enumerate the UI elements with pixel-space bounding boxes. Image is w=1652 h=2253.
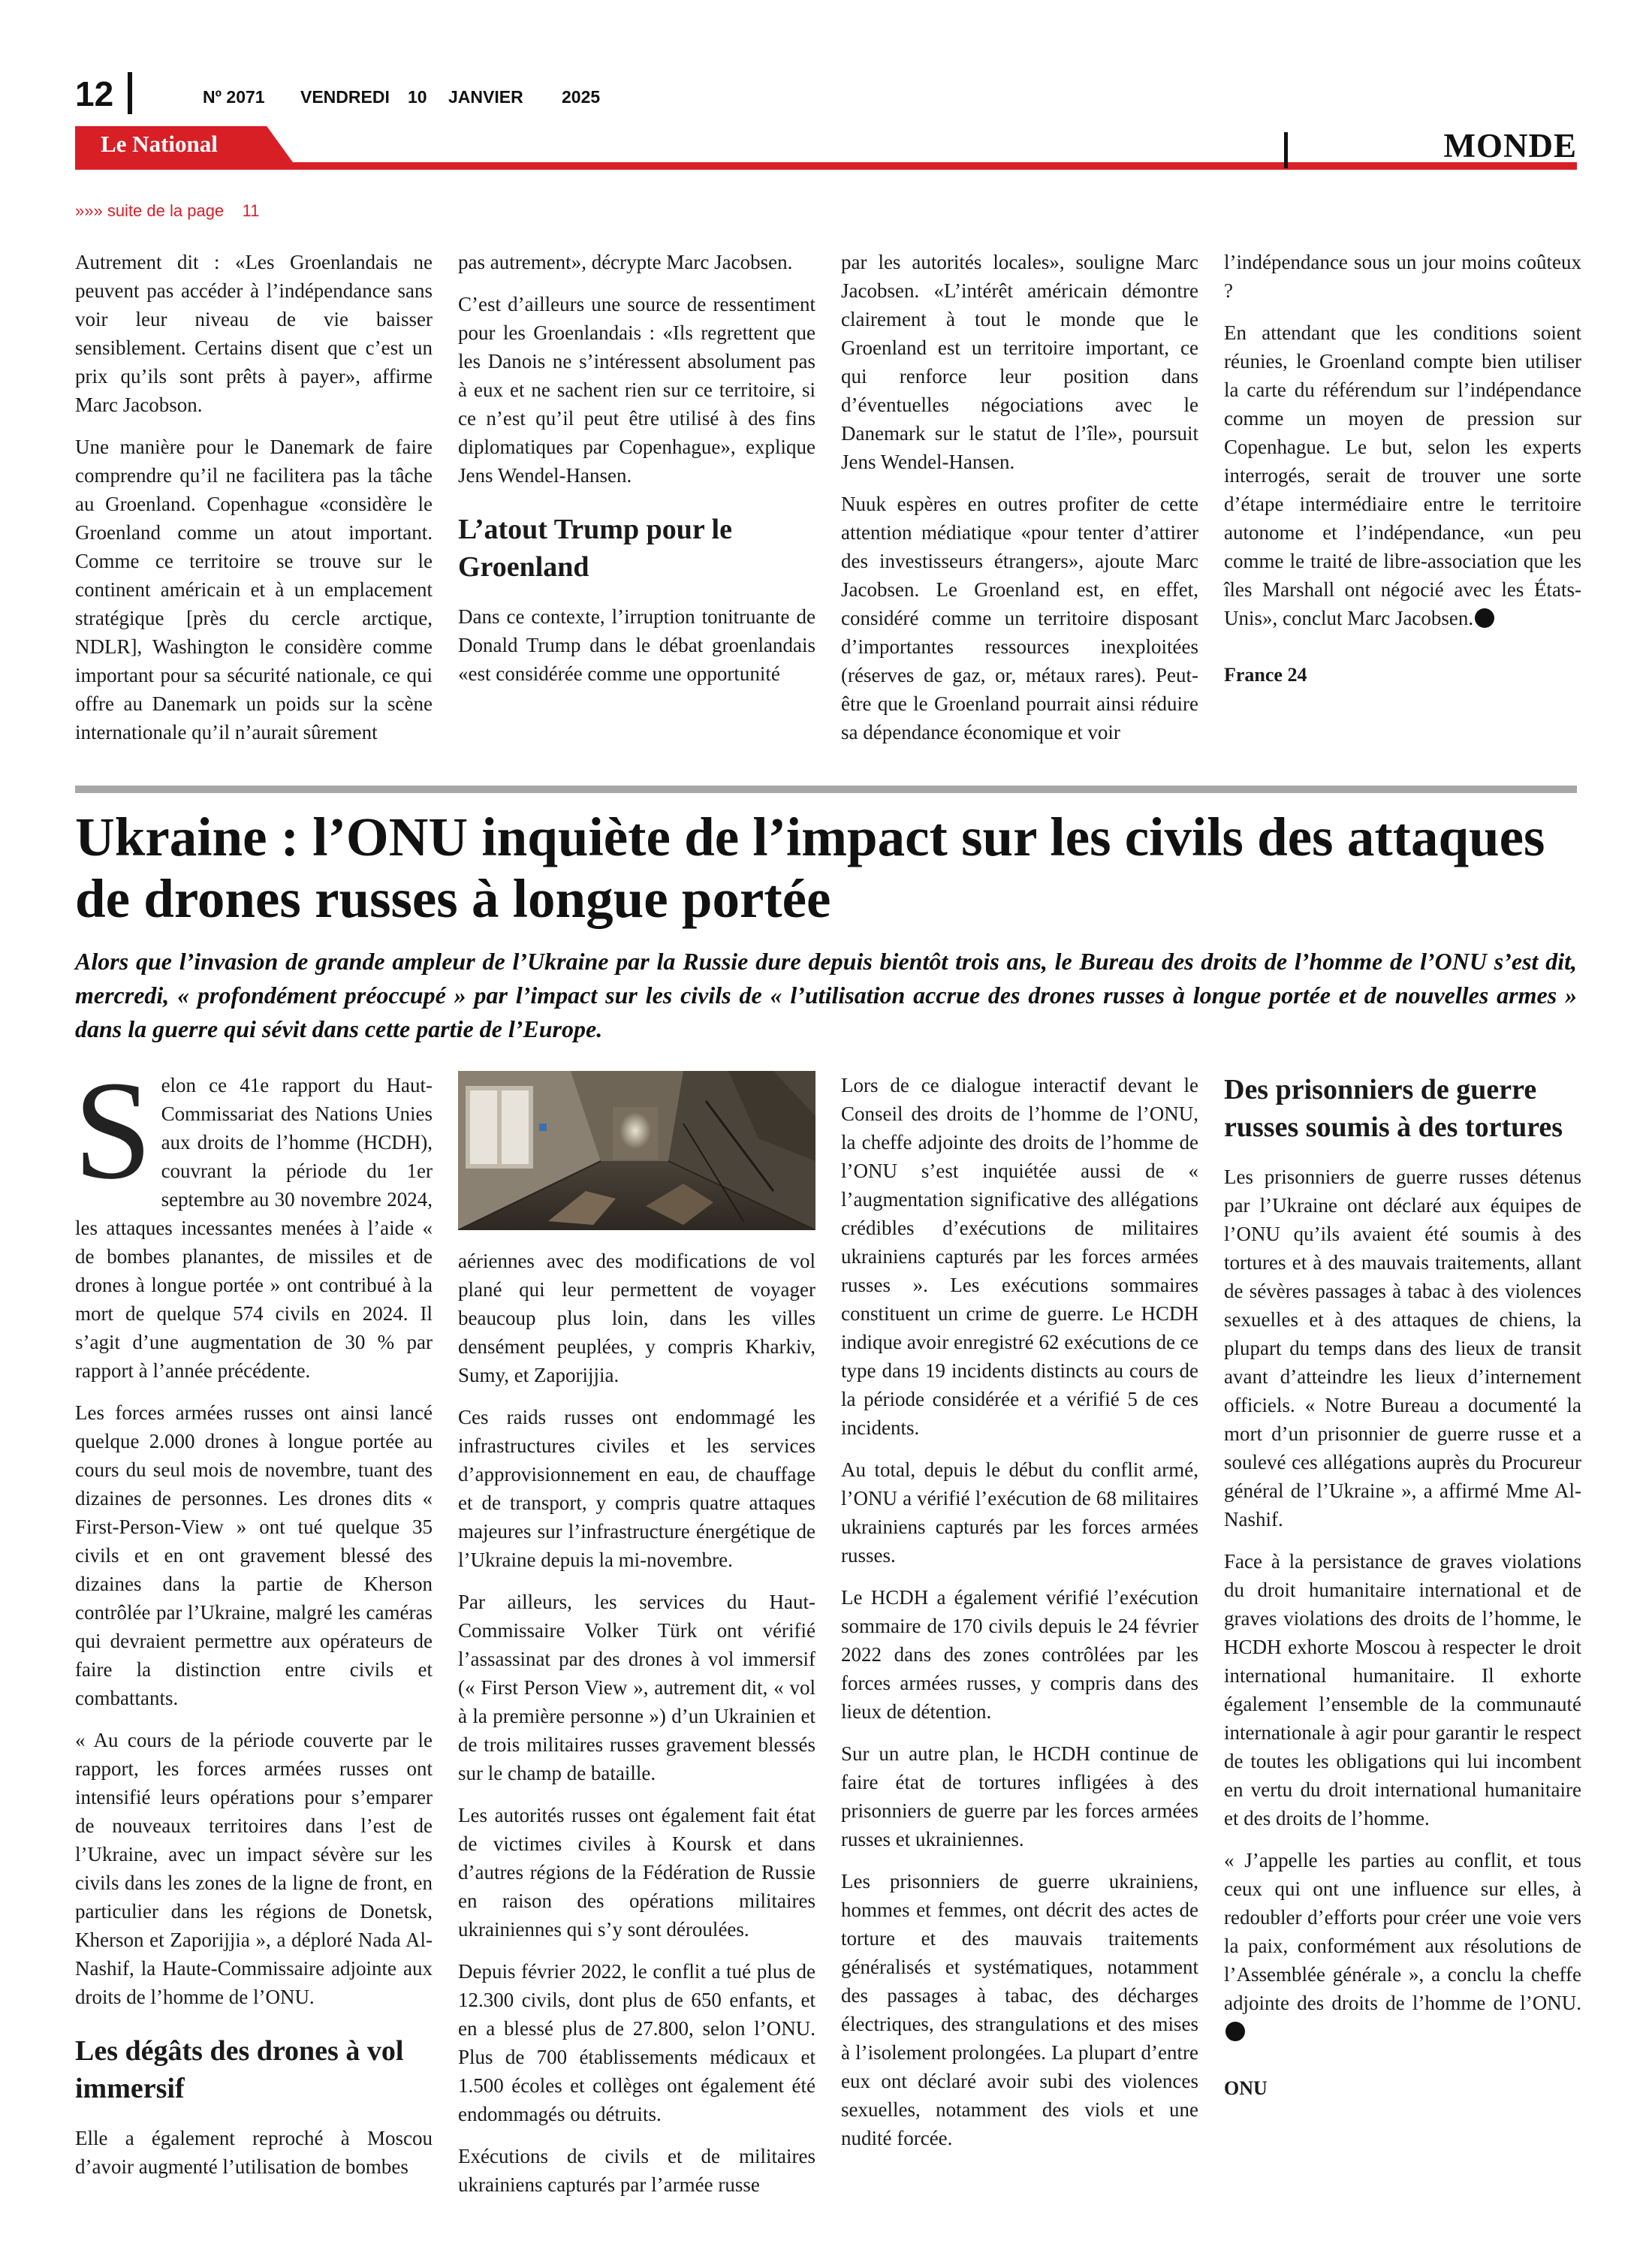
main-column-3 [841, 1071, 1198, 2166]
paragraph: Lors de ce dialogue interactif devant le Conseil des droits de l’homme de l’ONU, la cheffe adjointe des droits de l’homme de l’ONU s’est inquiétée aussi de « l’augmentation significative des allégations crédibles d’exécutions de militaires ukrainiens capturés par les forces armées russes ». Les exécutions sommaires constituent un crime de guerre. Le HCDH indique avoir enregistré 62 exécutions de ce type dans 19 incidents distincts au cours de la période considérée et a vérifié 5 de ces incidents. [841, 1074, 1198, 1439]
main-column-2 [458, 1071, 815, 2212]
paragraph-text: « J’appelle les parties au conflit, et tous ceux qui ont une influence sur elles, à redoubler d’efforts pour créer une voie vers la paix, conformément aux résolutions de l’Assemblée générale », a conclu la cheffe adjointe des droits de l’homme de l’ONU. [1224, 1849, 1581, 2014]
issue-year: 2025 [562, 87, 601, 107]
article-credit: France 24 [1224, 664, 1307, 686]
lede: Alors que l’invasion de grande ampleur de l’Ukraine par la Russie dure depuis bientôt trois ans, le Bureau des droits de l’homme de l’ONU s’est dit, mercredi, « profondément préoccupé » par l’impact sur les civils de « l’utilisation accrue des drones russes à longue portée et de nouvelles armes » dans la guerre qui sévit dans cette partie de l’Europe. [75, 948, 1577, 1042]
issue-day: VENDREDI [300, 87, 390, 107]
paragraph: l’indépendance sous un jour moins coûteux ? [1224, 251, 1581, 302]
main-column-1 [74, 1051, 433, 2194]
paragraph: Face à la persistance de graves violations du droit humanitaire international et de graves violations des droits de l’homme, le HCDH exhorte Moscou à respecter le droit international humanitaire. Il exhorte également l’ensemble de la communauté internationale à agir pour garantir le respect de toutes les obligations qui lui incombent en vertu du droit international humanitaire et des droits de l’homme. [1224, 1550, 1581, 1829]
issue-number: Nº 2071 [203, 87, 265, 107]
paragraph: Sur un autre plan, le HCDH continue de faire état de tortures infligées à des prisonniers de guerre par les forces armées russes et ukrainiennes. [841, 1742, 1198, 1850]
paragraph: Exécutions de civils et de militaires ukrainiens capturés par l’armée russe [458, 2145, 815, 2196]
brand-rule [75, 162, 1577, 170]
paragraph: C’est d’ailleurs une source de ressentiment pour les Groenlandais : «Ils regrettent que les Danois ne s’intéressent absolument pas à eux et ne sachent rien sur ce territoire, si ce n’est qu’il peut être utilisé à des fins diplomatiques par Copenhague», explique Jens Wendel-Hansen. [458, 293, 815, 487]
issue-date-number: 10 [408, 87, 427, 107]
paragraph: par les autorités locales», souligne Marc Jacobsen. «L’intérêt américain démontre clairement à tout le monde que le Groenland est un territoire important, ce qui renforce leur position dans d’éventuelles négociations avec le Danemark sur le statut de l’île», poursuit Jens Wendel-Hansen. [841, 251, 1198, 473]
end-mark-icon [1475, 608, 1494, 628]
article-separator [75, 786, 1577, 793]
paragraph: Le HCDH a également vérifié l’exécution sommaire de 170 civils depuis le 24 février 2022 dans des zones contrôlées par les forces armées russes, y compris dans des lieux de détention. [841, 1586, 1198, 1723]
subheading: Des prisonniers de guerre russes soumis à des tortures [1224, 1074, 1563, 1143]
top-column-1 [75, 248, 433, 760]
subheading: Les dégâts des drones à vol immersif [75, 2035, 404, 2104]
top-column-2 [458, 248, 815, 701]
main-column-4 [1224, 1071, 1581, 2103]
paragraph [1224, 318, 1581, 632]
paragraph [1224, 1846, 1581, 2046]
headline: Ukraine : l’ONU inquiète de l’impact sur les civils des attaques de drones russes à longue portée [75, 807, 1545, 929]
paragraph: Une manière pour le Danemark de faire comprendre qu’il ne facilitera pas la tâche au Groenland. Copenhague «considère le Groenland comme un atout important. Comme ce territoire se trouve sur le continent américain et à un emplacement stratégique [près du cercle arctique, NDLR], Washington le considère comme important pour sa sécurité nationale, ce qui offre au Danemark un poids sur la scène internationale qu’il n’aurait sûrement [75, 436, 433, 743]
paragraph: Les prisonniers de guerre russes détenus par l’Ukraine ont déclaré aux équipes de l’ONU qu’ils avaient été soumis à des tortures et à des mauvais traitements, allant de sévères passages à tabac à des violences sexuelles et à des attaques de chiens, la plupart du temps dans des lieux de transit avant d’atteindre les lieux d’internement officiels. « Notre Bureau a documenté la mort d’un prisonnier de guerre russe et a soulevé ces allégations auprès du Procureur général de l’Ukraine », a affirmé Mme Al-Nashif. [1224, 1166, 1581, 1531]
paragraph-text: En attendant que les conditions soient réunies, le Groenland compte bien utiliser la carte du référendum sur l’indépendance comme un moyen de pression sur Copenhague. Le but, selon les experts interrogés, serait de trouver une sorte d’étape intermédiaire entre le territoire autonome et l’indépendance, «un peu comme le traité de libre-association que les îles Marshall ont négocié avec les États-Unis», conclut Marc Jacobsen. [1224, 321, 1581, 629]
section-title: MONDE [1443, 127, 1577, 164]
paragraph [74, 1051, 433, 1385]
top-column-4 [1224, 248, 1581, 689]
damaged-building-photo [458, 1071, 815, 1230]
paragraph: Ces raids russes ont endommagé les infrastructures civiles et les services d’approvisionnement en eau, de chauffage et de transport, y compris quatre attaques majeures sur l’infrastructure énergétique de l’Ukraine depuis la mi-novembre. [458, 1406, 815, 1571]
paragraph: Depuis février 2022, le conflit a tué plus de 12.300 civils, dont plus de 650 enfants, et en a blessé plus de 27.800, selon l’ONU. Plus de 700 établissements médicaux et 1.500 écoles et collèges ont également été endommagés ou détruits. [458, 1960, 815, 2125]
paragraph: Dans ce contexte, l’irruption tonitruante de Donald Trump dans le débat groenlandais «est considérée comme une opportunité [458, 605, 815, 685]
paragraph: Par ailleurs, les services du Haut-Commissaire Volker Türk ont vérifié l’assassinat par des drones à vol immersif (« First Person View », autrement dit, « vol à la première personne ») d’un Ukrainien et de trois militaires russes gravement blessés sur le champ de bataille. [458, 1591, 815, 1784]
header-divider [128, 72, 132, 114]
subheading: L’atout Trump pour le Groenland [458, 514, 732, 583]
paragraph: Les prisonniers de guerre ukrainiens, hommes et femmes, ont décrit des actes de torture et des mauvais traitements généralisés et systématiques, notamment des passages à tabac, des décharges électriques, des strangulations et des mises à l’isolement prolongées. La plupart d’entre eux ont déclaré avoir subi des violences sexuelles, notamment des viols et une nudité forcée. [841, 1870, 1198, 2149]
paragraph-text: elon ce 41e rapport du Haut-Commissariat des Nations Unies aux droits de l’homme (HCDH), couvrant la période du 1er septembre au 30 novembre 2024, les attaques incessantes menées à l’aide « de bombes planantes, de missiles et de drones à longue portée » ont contribué à la mort de quelque 574 civils en 2024. Il s’agit d’une augmentation de 30 % par rapport à l’année précédente. [75, 1074, 433, 1382]
paragraph: pas autrement», décrypte Marc Jacobsen. [458, 251, 793, 273]
issue-month: JANVIER [448, 87, 523, 107]
drop-cap: S [74, 1051, 152, 1208]
page-number: 12 [75, 74, 114, 113]
paragraph: Au total, depuis le début du conflit armé, l’ONU a vérifié l’exécution de 68 militaires ukrainiens capturés par les forces armées russes. [841, 1458, 1198, 1567]
paragraph: Les forces armées russes ont ainsi lancé quelque 2.000 drones à longue portée au cours du seul mois de novembre, tuant des dizaines de personnes. Les drones dits « First-Person-View » ont tué quelque 35 civils et en ont gravement blessé des dizaines dans la partie de Kherson contrôlée par l’Ukraine, malgré les caméras qui devraient permettre aux opérateurs de faire la distinction entre civils et combattants. [75, 1401, 433, 1709]
paragraph: Elle a également reproché à Moscou d’avoir augmenté l’utilisation de bombes [75, 2127, 433, 2178]
brand-band [75, 126, 1577, 174]
section-divider [1284, 132, 1288, 168]
paragraph: « Au cours de la période couverte par le rapport, les forces armées russes ont intensifié leurs opérations pour s’emparer de nouveaux territoires dans l’est de l’Ukraine, avec un impact sévère sur les civils dans les zones de la ligne de front, en particulier dans les régions de Donetsk, Kherson et Zaporijjia », a déploré Nada Al-Nashif, la Haute-Commissaire adjointe aux droits de l’homme de l’ONU. [75, 1729, 433, 2008]
paragraph: aériennes avec des modifications de vol plané qui leur permettent de voyager beaucoup plus loin, dans les villes densément peuplées, y compris Kharkiv, Sumy, et Zaporijjia. [458, 1250, 815, 1386]
article-credit: ONU [1224, 2077, 1268, 2099]
paragraph: Autrement dit : «Les Groenlandais ne peuvent pas accéder à l’indépendance sans voir leur niveau de vie baisser sensiblement. Certains disent que c’est un prix qu’ils sont prêts à payer», affirme Marc Jacobson. [75, 251, 433, 416]
end-mark-icon [1225, 2022, 1245, 2041]
brand-logo: Le National [101, 131, 218, 157]
continued-from: »»» suite de la page 11 [75, 201, 260, 220]
paragraph: Les autorités russes ont également fait état de victimes civiles à Koursk et dans d’autres régions de la Fédération de Russie en raison des opérations militaires ukrainiennes qui s’y sont déroulées. [458, 1804, 815, 1941]
top-column-3 [841, 248, 1198, 760]
paragraph: Nuuk espères en outres profiter de cette attention médiatique «pour tenter d’attirer des investisseurs étrangers», ajoute Marc Jacobsen. Le Groenland est, en effet, considéré comme un territoire disposant d’importantes ressources inexploitées (réserves de gaz, or, métaux rares). Peut-être que le Groenland pourrait ainsi réduire sa dépendance économique et voir [841, 493, 1198, 743]
